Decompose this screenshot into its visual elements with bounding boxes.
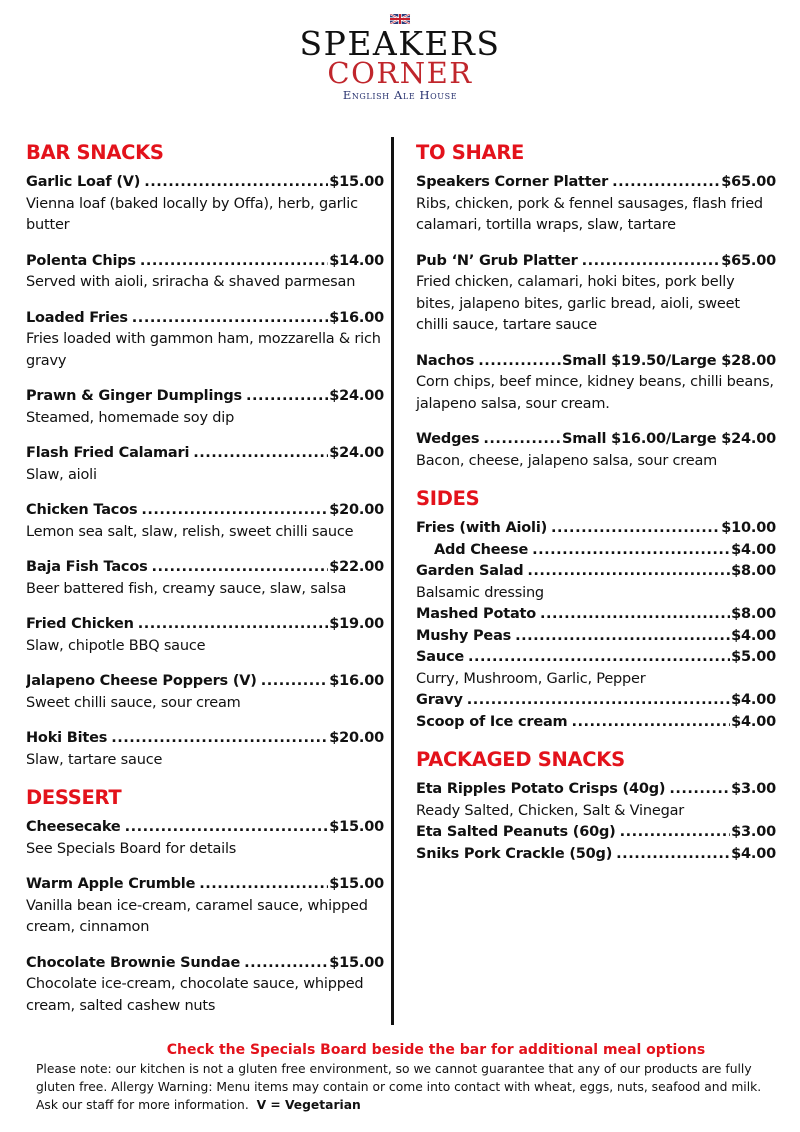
item-name: Fries (with Aioli) (416, 520, 548, 536)
item-price: $24.00 (329, 388, 384, 404)
item-name: Eta Salted Peanuts (60g) (416, 824, 616, 840)
item-price: $15.00 (329, 174, 384, 190)
item-name: Sauce (416, 649, 464, 665)
item-description: Ribs, chicken, pork & fennel sausages, flash fried calamari, tortilla wraps, slaw, tartare (416, 195, 763, 233)
item-description: Fries loaded with gammon ham, mozzarella & rich gravy (26, 331, 381, 369)
item-price: $19.00 (329, 616, 384, 632)
dot-leader (483, 429, 561, 451)
item-description: Steamed, homemade soy dip (26, 409, 235, 426)
item-price: $3.00 (731, 824, 776, 840)
section-title: DESSERT (26, 786, 122, 809)
item-price: $16.00 (329, 673, 384, 689)
logo-corner: CORNER (327, 56, 473, 90)
item-name: Nachos (416, 352, 475, 369)
section-bar-snacks (26, 140, 384, 771)
dot-leader (132, 308, 328, 330)
item-price: $5.00 (731, 649, 776, 665)
menu-item (26, 874, 384, 939)
item-price: $3.00 (731, 781, 776, 797)
section-title: SIDES (416, 487, 480, 510)
dot-leader (261, 671, 329, 693)
item-price: $16.00 (329, 309, 384, 326)
item-description: Sweet chilli sauce, sour cream (26, 694, 241, 711)
dot-leader (540, 604, 730, 626)
item-description: See Specials Board for details (26, 840, 237, 857)
dot-leader (616, 844, 730, 866)
menu-item (26, 172, 384, 237)
logo-subtitle: English Ale House (342, 88, 458, 102)
item-name: Warm Apple Crumble (26, 876, 196, 892)
item-price: $4.00 (731, 627, 776, 644)
item-name: Hoki Bites (26, 730, 108, 746)
menu-item (416, 647, 776, 690)
item-description: Slaw, chipotle BBQ sauce (26, 637, 206, 654)
dot-leader (244, 953, 328, 975)
dot-leader (193, 443, 328, 465)
menu-item (26, 386, 384, 429)
dot-leader (144, 172, 328, 194)
column-divider (391, 137, 394, 1025)
item-price: $20.00 (329, 502, 384, 518)
allergy-note-text: Please note: our kitchen is not a gluten free environment, so we cannot guarantee that any of our products are fully gluten free. Allergy Warning: Menu items may contain or come into contact with wheat, eggs, nuts, seafood and milk. Ask our staff for more information. (36, 1062, 762, 1112)
dot-leader (140, 251, 328, 273)
item-price: Small $16.00/Large $24.00 (562, 431, 776, 447)
dot-leader (246, 386, 328, 408)
item-description: Bacon, cheese, jalapeno salsa, sour cream (416, 452, 718, 469)
menu-item (26, 671, 384, 714)
item-price: $15.00 (329, 876, 384, 892)
item-description: Corn chips, beef mince, kidney beans, chilli beans, jalapeno salsa, sour cream. (416, 374, 774, 412)
item-name: Chicken Tacos (26, 502, 138, 518)
item-price: $8.00 (731, 563, 776, 579)
dot-leader (141, 500, 328, 522)
menu-item (26, 308, 384, 373)
dot-leader (532, 540, 730, 562)
item-price: $4.00 (731, 541, 776, 558)
item-price: Small $19.50/Large $28.00 (562, 352, 776, 369)
dot-leader (478, 351, 561, 373)
dot-leader (515, 626, 730, 648)
item-name: Gravy (416, 692, 463, 708)
menu-item (26, 728, 384, 771)
dot-leader (571, 712, 730, 734)
dot-leader (467, 690, 730, 712)
dot-leader (468, 647, 730, 669)
item-name: Flash Fried Calamari (26, 445, 190, 461)
menu-item (416, 690, 776, 712)
item-description: Slaw, tartare sauce (26, 751, 163, 768)
dot-leader (669, 779, 730, 801)
dot-leader (527, 561, 730, 583)
item-name: Chocolate Brownie Sundae (26, 954, 241, 971)
section-to-share (416, 140, 776, 472)
item-price: $8.00 (731, 606, 776, 622)
item-price: $4.00 (731, 692, 776, 708)
item-name: Eta Ripples Potato Crisps (40g) (416, 781, 666, 797)
item-name: Wedges (416, 431, 480, 447)
dot-leader (612, 172, 720, 194)
item-name: Mushy Peas (416, 627, 512, 644)
section-dessert (26, 785, 384, 1017)
item-description: Served with aioli, sriracha & shaved parmesan (26, 274, 356, 290)
item-description: Chocolate ice-cream, chocolate sauce, whipped cream, salted cashew nuts (26, 976, 364, 1014)
menu-item (416, 518, 776, 540)
menu-item (26, 953, 384, 1018)
item-name: Garden Salad (416, 563, 524, 579)
dot-leader (138, 614, 329, 636)
menu-item (416, 172, 776, 237)
menu-item (416, 351, 776, 416)
section-title: BAR SNACKS (26, 141, 164, 164)
item-price: $22.00 (329, 559, 384, 575)
footer (36, 1040, 766, 1114)
item-name: Garlic Loaf (V) (26, 174, 141, 190)
item-description: Beer battered fish, creamy sauce, slaw, salsa (26, 580, 347, 597)
item-name: Speakers Corner Platter (416, 174, 609, 190)
item-price: $4.00 (731, 713, 776, 730)
logo (0, 14, 800, 102)
logo-speakers: SPEAKERS (299, 24, 501, 63)
item-price: $15.00 (329, 954, 384, 971)
item-description: Fried chicken, calamari, hoki bites, pork belly bites, jalapeno bites, garlic bread, aioli, sweet chilli sauce, tartare sauce (416, 274, 740, 333)
section-sides (416, 486, 776, 733)
menu-item (416, 712, 776, 734)
item-name: Pub ‘N’ Grub Platter (416, 252, 578, 269)
item-name: Mashed Potato (416, 606, 537, 622)
item-name: Prawn & Ginger Dumplings (26, 388, 242, 404)
section-packaged-snacks (416, 747, 776, 865)
menu-item (26, 817, 384, 860)
item-price: $14.00 (329, 252, 384, 269)
menu-item (26, 557, 384, 600)
item-description: Slaw, aioli (26, 466, 97, 483)
dot-leader (199, 874, 328, 896)
union-jack-flag-icon (389, 14, 411, 24)
menu-item (416, 822, 776, 844)
menu-item (416, 429, 776, 472)
dot-leader (152, 557, 329, 579)
item-description: Curry, Mushroom, Garlic, Pepper (416, 670, 646, 687)
item-description: Ready Salted, Chicken, Salt & Vinegar (416, 802, 685, 819)
item-name: Polenta Chips (26, 252, 136, 269)
menu-item (416, 561, 776, 604)
menu-item (26, 500, 384, 543)
item-price: $24.00 (329, 445, 384, 461)
dot-leader (551, 518, 720, 540)
item-name: Baja Fish Tacos (26, 559, 148, 575)
item-description: Vanilla bean ice-cream, caramel sauce, whipped cream, cinnamon (26, 897, 368, 935)
item-name: Add Cheese (434, 541, 529, 558)
item-price: $65.00 (721, 252, 776, 269)
right-column (416, 140, 776, 875)
dot-leader (125, 817, 329, 839)
vegetarian-key: V = Vegetarian (256, 1098, 361, 1112)
left-column (26, 140, 384, 1031)
item-description: Lemon sea salt, slaw, relish, sweet chilli sauce (26, 523, 354, 540)
menu-item (416, 604, 776, 626)
item-name: Sniks Pork Crackle (50g) (416, 845, 613, 862)
allergy-note (36, 1060, 766, 1114)
menu-item (416, 844, 776, 866)
dot-leader (582, 251, 721, 273)
item-name: Scoop of Ice cream (416, 713, 568, 730)
menu-item-addon (416, 540, 776, 562)
item-name: Cheesecake (26, 819, 121, 835)
specials-notice: Check the Specials Board beside the bar for additional meal options (166, 1042, 706, 1058)
menu-item (416, 626, 776, 648)
item-price: $65.00 (721, 174, 776, 190)
menu-item (26, 614, 384, 657)
dot-leader (111, 728, 328, 750)
dot-leader (620, 822, 731, 844)
menu-item (416, 779, 776, 822)
item-description: Balsamic dressing (416, 584, 544, 601)
menu-item (26, 251, 384, 294)
item-name: Fried Chicken (26, 616, 134, 632)
item-name: Loaded Fries (26, 309, 128, 326)
item-price: $15.00 (329, 819, 384, 835)
section-title: TO SHARE (416, 141, 525, 164)
menu-item (26, 443, 384, 486)
menu-item (416, 251, 776, 337)
item-description: Vienna loaf (baked locally by Offa), herb, garlic butter (26, 195, 358, 233)
item-name: Jalapeno Cheese Poppers (V) (26, 673, 257, 689)
section-title: PACKAGED SNACKS (416, 748, 625, 771)
item-price: $10.00 (721, 520, 776, 536)
item-price: $20.00 (329, 730, 384, 746)
item-price: $4.00 (731, 845, 776, 862)
